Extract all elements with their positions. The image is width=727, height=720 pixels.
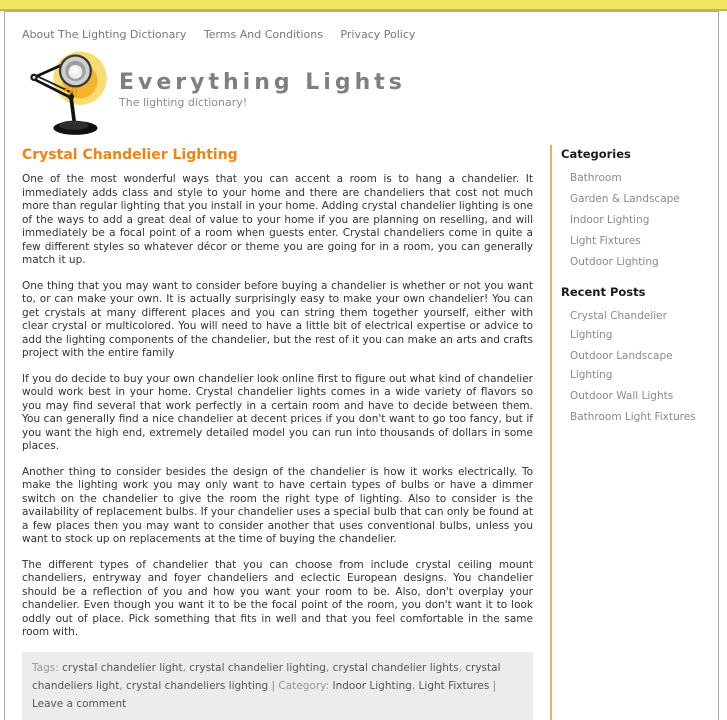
- top-accent-bar: [0, 0, 727, 11]
- recent-post-link[interactable]: Outdoor Wall Lights: [570, 390, 674, 402]
- list-item: [570, 344, 710, 382]
- leave-comment-link[interactable]: Leave a comment: [32, 697, 127, 710]
- site-tagline: The lighting dictionary!: [119, 96, 248, 109]
- tag-link[interactable]: crystal chandelier lighting: [189, 661, 326, 674]
- sidebar-category-link[interactable]: Outdoor Lighting: [570, 256, 659, 268]
- list-item: [570, 304, 710, 342]
- tag-link[interactable]: crystal chandeliers lighting: [126, 679, 269, 692]
- article-paragraph: Another thing to consider besides the design of the chandelier is how it works electrically. To make the lighting work you may only want to have certain types of bulbs or have a dimmer switch on the chandelier to give the room the right type of lighting. Also to consider is the availability of replacement bulbs. If your chandelier uses a special bulb that can only be found at a few places then you may want to consider another that uses conventional bulbs, unless you want to stock up on replacements at the time of buying the chandelier.: [22, 465, 533, 545]
- nav-link-about[interactable]: About The Lighting Dictionary: [22, 28, 187, 41]
- article-paragraph: The different types of chandelier that you can choose from include crystal ceiling mount chandeliers, entryway and foyer chandeliers and eclectic European designs. You chandelier should be a reflection of you and how you want your room to be. Also, don't overplay your chandelier. Even though you want it to be the focal point of the room, you don't want it to look oddly out of place. Pick something that fits in well and that you feel comfortable in the same room with.: [22, 558, 533, 638]
- categories-widget: [561, 147, 710, 269]
- nav-link-terms[interactable]: Terms And Conditions: [203, 28, 323, 41]
- sidebar-category-link[interactable]: Garden & Landscape: [570, 193, 680, 205]
- article-paragraph: One thing that you may want to consider before buying a chandelier is whether or not you want to, or can make your own. It is actually surprisingly easy to make your own chandelier! You can get crystals at many different places and you can string them together yourself, either with clear crystal or multicolored. You will need to have a little bit of electrical expertise or advice to add the lighting components of the chandelier, but the rest of it you can make an arts and crafts project with the entire family: [22, 279, 533, 359]
- site-header: [5, 41, 718, 137]
- site-title[interactable]: Everything Lights: [119, 70, 406, 95]
- list-item: [570, 208, 710, 227]
- desk-lamp-logo-icon: [23, 47, 115, 139]
- sidebar: [550, 145, 718, 720]
- page-container: [4, 11, 719, 720]
- post-meta-bar: Tags: crystal chandelier light, crystal chandelier lighting, crystal chandelier lights, crystal chandeliers light, crystal chandeliers lighting | Category: Indoor Lighting, Light Fixtures | Leave a comment: [22, 652, 533, 720]
- sidebar-category-link[interactable]: Light Fixtures: [570, 235, 641, 247]
- recent-posts-widget-title: Recent Posts: [561, 285, 646, 299]
- top-nav: [5, 12, 718, 41]
- article-title[interactable]: Crystal Chandelier Lighting: [22, 147, 238, 163]
- tags-label: Tags:: [32, 661, 63, 674]
- list-item: [570, 229, 710, 248]
- category-link[interactable]: Light Fixtures: [418, 679, 490, 692]
- article: [5, 145, 550, 720]
- recent-post-link[interactable]: Bathroom Light Fixtures: [570, 411, 696, 423]
- category-link[interactable]: Indoor Lighting: [332, 679, 412, 692]
- site-title-block: [119, 71, 406, 109]
- recent-post-link[interactable]: Crystal Chandelier Lighting: [570, 310, 667, 341]
- list-item: [570, 250, 710, 269]
- tag-link[interactable]: crystal chandeliers light: [32, 661, 501, 692]
- list-item: [570, 166, 710, 185]
- article-body: [22, 173, 533, 640]
- nav-link-privacy[interactable]: Privacy Policy: [340, 28, 416, 41]
- list-item: [570, 405, 710, 424]
- sidebar-category-link[interactable]: Indoor Lighting: [570, 214, 650, 226]
- tag-link[interactable]: crystal chandelier lights: [332, 661, 459, 674]
- list-item: [570, 187, 710, 206]
- categories-widget-title: Categories: [561, 147, 631, 161]
- article-paragraph: One of the most wonderful ways that you can accent a room is to hang a chandelier. It immediately adds class and style to your home and there are chandeliers that cost not much more than regular lighting that you install in your home. Adding crystal chandelier lighting is one of the ways to add a great deal of value to your home if you are planning on reselling, and will immediately be a focal point of a room when guests enter. Crystal chandeliers come in quite a few different styles so whatever décor or theme you are going for in a room, you can generally match it up.: [22, 173, 533, 266]
- article-paragraph: If you do decide to buy your own chandelier look online first to figure out what kind of chandelier would work best in your home. Crystal chandelier lights comes in a wide variety of flavors so you may find several that work perfectly in a certain room and have to decide between them. You can generally find a nice chandelier at decent prices if you don't want to go too fancy, but if you want the high end, extremely detailed model you can run into thousands of dollars in some places.: [22, 372, 533, 452]
- recent-post-link[interactable]: Outdoor Landscape Lighting: [570, 350, 673, 381]
- list-item: [570, 384, 710, 403]
- tag-link[interactable]: crystal chandelier light: [62, 661, 183, 674]
- category-label: Category:: [278, 679, 333, 692]
- sidebar-category-link[interactable]: Bathroom: [570, 172, 622, 184]
- recent-posts-widget: [561, 285, 710, 424]
